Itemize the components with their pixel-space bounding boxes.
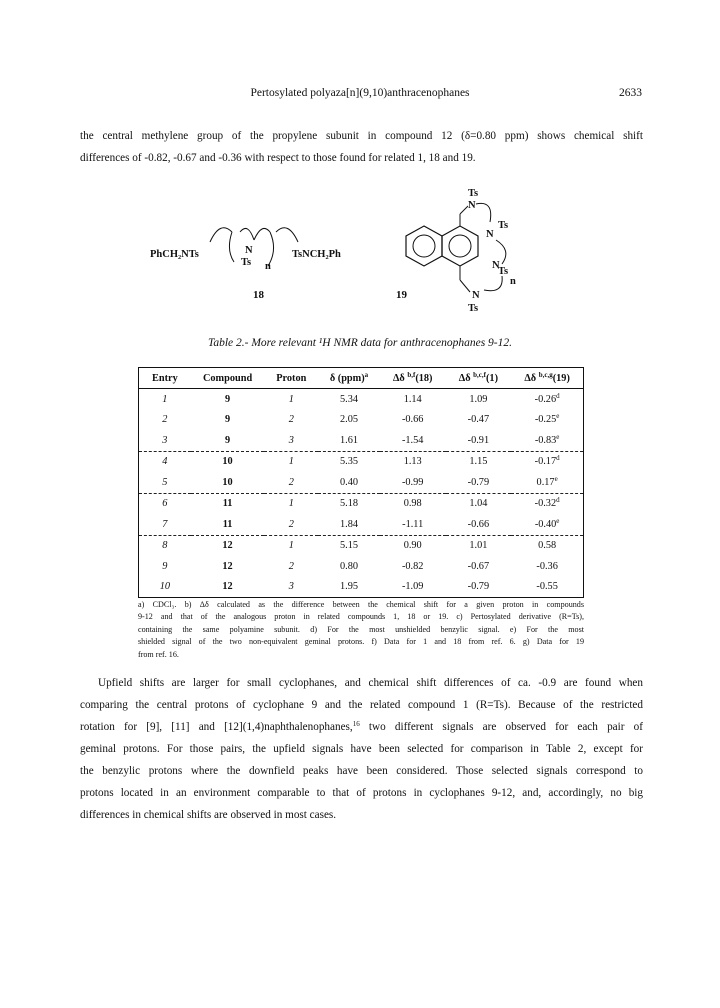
cell-compound: 9 — [224, 393, 231, 405]
col-header-delta-1 — [446, 368, 512, 389]
chemical-structures — [150, 180, 570, 320]
cell-sup: e — [556, 432, 560, 441]
cell-proton: 2 — [264, 472, 318, 493]
cell-entry: 2 — [139, 410, 191, 431]
chain-bond — [476, 203, 491, 222]
paragraph-line: the central methylene group of the propylene subunit in compound 12 (δ=0.80 ppm) shows chemical shift — [80, 130, 643, 142]
paragraph-discussion — [80, 672, 643, 826]
cell-delta-18: 1.14 — [403, 393, 422, 405]
cell-delta-1: -0.47 — [467, 414, 490, 426]
ts-bottom-label: Ts — [468, 303, 479, 314]
cell-value: -0.55 — [536, 581, 558, 593]
cell-delta-1: -0.91 — [446, 430, 512, 451]
cell-delta-1: -0.66 — [446, 514, 512, 535]
ts-1-label: Ts — [498, 220, 509, 231]
footnote-line: a) CDCl₃. b) Δδ calculated as the difference between the chemical shift for a given proton in compounds — [138, 600, 584, 609]
ts-label: Ts — [241, 257, 252, 268]
paragraph-line: comparing the central protons of cyclophane 9 and the related compound 1 (R=Ts). Because of the restricted — [80, 699, 643, 711]
footnote-line: 9-12 and that of the analogous proton in related compounds 1, 18 or 19. c) Pertosylated derivative (R=Ts), — [138, 612, 584, 622]
cell-compound: 9 — [191, 430, 265, 451]
cell-shift: 5.35 — [339, 456, 359, 468]
cell-compound: 10 — [222, 456, 233, 468]
col-header-shift — [318, 368, 380, 389]
cell-compound: 11 — [191, 514, 265, 535]
running-title: Pertosylated polyaza[n](9,10)anthracenophanes — [250, 87, 470, 99]
aromatic-circle — [449, 235, 471, 257]
n-1-label: N — [486, 229, 494, 240]
cell-shift: 2.05 — [339, 414, 359, 426]
cell-delta-18: -0.99 — [380, 472, 446, 493]
paragraph-line: the benzylic protons where the downfield peaks have been considered. Those selected signals correspond to — [80, 765, 643, 777]
cell-proton: 1 — [288, 456, 294, 468]
header-text: Δδ — [524, 372, 537, 384]
ts-2-label: Ts — [498, 266, 509, 277]
cell-value: 0.58 — [538, 540, 557, 552]
paragraph-line: differences in chemical shifts are observed in most cases. — [80, 809, 337, 821]
cell-sup: d — [556, 496, 560, 505]
cell-entry: 1 — [139, 389, 191, 410]
cell-compound: 11 — [222, 498, 233, 510]
bracket — [484, 276, 502, 291]
cell-delta-1: 1.15 — [469, 456, 488, 468]
reference-sup: 16 — [352, 720, 360, 728]
chain-bond — [210, 228, 232, 242]
cell-delta-1: 1.04 — [469, 498, 488, 510]
cell-value: -0.17 — [534, 456, 557, 468]
cell-compound: 9 — [224, 414, 231, 426]
header-text: δ (ppm) — [329, 372, 365, 384]
table-row — [139, 514, 584, 535]
nmr-data-table — [138, 367, 584, 598]
header-sup: b,f — [407, 370, 416, 379]
cell-delta-18: -0.82 — [401, 560, 424, 572]
cell-proton: 3 — [264, 430, 318, 451]
cell-delta-19 — [511, 556, 583, 577]
header-sup: a — [364, 370, 369, 379]
cell-delta-1: -0.79 — [446, 472, 512, 493]
table-row — [139, 410, 584, 431]
footnote-line: shielded signal of the two non-equivalent geminal protons. f) Data for 1 and 18 from ref. 6. g) Data for 19 — [138, 637, 584, 647]
col-header-compound: Compound — [191, 368, 265, 389]
bracket-left — [229, 232, 234, 262]
subscript-n: n — [265, 261, 271, 272]
bond — [460, 206, 468, 214]
cell-proton: 2 — [264, 514, 318, 535]
col-header-delta-18 — [380, 368, 446, 389]
cell-sup: e — [556, 516, 560, 525]
cell-entry: 6 — [139, 493, 191, 514]
cell-delta-1: 1.01 — [469, 540, 488, 552]
cell-delta-1: -0.67 — [467, 560, 490, 572]
cell-delta-18: -1.09 — [380, 577, 446, 598]
cell-delta-19 — [511, 535, 583, 556]
line-text: two different signals are observed for each pair of — [359, 721, 643, 733]
cell-shift: 0.80 — [339, 560, 359, 572]
cell-delta-18: -1.11 — [380, 514, 446, 535]
cell-compound: 12 — [222, 560, 233, 572]
cell-delta-19 — [511, 493, 583, 514]
n-label: N — [245, 245, 253, 256]
line-text: rotation for [9], [11] and [12](1,4)naphthalenophanes, — [80, 721, 353, 733]
table-row — [139, 535, 584, 556]
chain-bond — [276, 228, 298, 242]
header-text: Δδ — [458, 372, 471, 384]
cell-delta-18: 0.90 — [403, 540, 422, 552]
cell-entry: 5 — [139, 472, 191, 493]
cell-shift: 1.84 — [318, 514, 380, 535]
cell-delta-19 — [511, 577, 583, 598]
cell-shift: 1.95 — [318, 577, 380, 598]
naphthalene-ring-left — [406, 226, 442, 266]
cell-value: 0.17 — [536, 476, 555, 488]
cell-delta-19 — [511, 472, 583, 493]
cell-entry: 3 — [139, 430, 191, 451]
page-number: 2633 — [619, 87, 642, 99]
table-row — [139, 493, 584, 514]
table-row — [139, 430, 584, 451]
cell-compound: 12 — [222, 540, 233, 552]
cell-delta-19 — [511, 389, 583, 410]
paragraph-line: geminal protons. For those pairs, the upfield signals have been selected for comparison in Table 2, except for — [80, 743, 643, 755]
cell-proton: 1 — [288, 540, 294, 552]
cell-value: -0.32 — [534, 498, 557, 510]
structure-19 — [396, 188, 516, 314]
footnote-line: from ref. 16. — [138, 649, 179, 659]
n-2-label: N — [492, 260, 500, 271]
left-group-label: PhCH₂NTs — [150, 249, 199, 260]
cell-entry: 7 — [139, 514, 191, 535]
paragraph-line: Upfield shifts are larger for small cyclophanes, and chemical shift differences of ca. -0.9 are found when — [98, 677, 643, 689]
structure-18 — [150, 228, 341, 301]
table-row — [139, 389, 584, 410]
table-row — [139, 472, 584, 493]
cell-value: -0.36 — [536, 560, 558, 572]
cell-delta-1: -0.79 — [446, 577, 512, 598]
paragraph-line — [80, 716, 643, 738]
cell-entry: 10 — [139, 577, 191, 598]
cell-entry: 9 — [139, 556, 191, 577]
n-top-label: N — [468, 200, 476, 211]
cell-delta-18: 1.13 — [403, 456, 422, 468]
cell-entry: 8 — [139, 535, 191, 556]
cell-delta-19 — [511, 514, 583, 535]
cell-shift: 5.18 — [339, 498, 359, 510]
aromatic-circle — [413, 235, 435, 257]
cell-proton: 2 — [288, 560, 294, 572]
paragraph-line: protons located in an environment comparable to that of protons in cyclophanes 9-12, and, accordingly, no big — [80, 787, 643, 799]
header-text: (18) — [415, 372, 433, 384]
cell-delta-18: -1.54 — [380, 430, 446, 451]
cell-shift: 5.34 — [339, 393, 359, 405]
cell-sup: d — [556, 454, 560, 463]
compound-number-19: 19 — [396, 289, 407, 301]
cell-delta-19 — [511, 430, 583, 451]
cell-sup: e — [554, 474, 558, 483]
cell-shift: 1.61 — [318, 430, 380, 451]
cell-value: -0.26 — [534, 393, 557, 405]
subscript-n: n — [510, 276, 516, 287]
cell-entry: 4 — [139, 451, 191, 472]
cell-shift: 5.15 — [339, 540, 359, 552]
compound-number-18: 18 — [253, 289, 264, 301]
header-sup: b,c,g — [538, 370, 553, 379]
right-group-label: TsNCH₂Ph — [292, 249, 341, 260]
cell-delta-1: 1.09 — [469, 393, 488, 405]
cell-value: -0.40 — [534, 518, 557, 530]
n-bottom-label: N — [472, 290, 480, 301]
cell-delta-18: -0.66 — [401, 414, 424, 426]
table-row — [139, 556, 584, 577]
cell-delta-19 — [511, 451, 583, 472]
footnote-line: containing the same polyamine subunit. d) For the most unshielded benzylic signal. e) For the most — [138, 624, 584, 634]
col-header-delta-19 — [511, 368, 583, 389]
running-head — [0, 87, 720, 103]
header-text: (19) — [552, 372, 570, 384]
table-row — [139, 451, 584, 472]
cell-proton: 3 — [264, 577, 318, 598]
cell-compound: 10 — [191, 472, 265, 493]
header-text: (1) — [486, 372, 499, 384]
cell-value: -0.83 — [534, 434, 557, 446]
cell-value: -0.25 — [534, 414, 557, 426]
cell-sup: e — [556, 412, 560, 421]
bond — [460, 280, 470, 292]
header-text: Δδ — [392, 372, 405, 384]
ts-top-label: Ts — [468, 188, 479, 199]
chain-bond — [254, 228, 270, 240]
cell-proton: 1 — [288, 498, 294, 510]
table-footnotes — [138, 599, 584, 661]
paragraph-line: differences of -0.82, -0.67 and -0.36 with respect to those found for related 1, 18 and 19. — [80, 152, 476, 164]
cell-delta-18: 0.98 — [403, 498, 422, 510]
cell-sup: d — [556, 391, 560, 400]
naphthalene-ring-right — [442, 226, 478, 266]
cell-proton: 1 — [288, 393, 294, 405]
cell-compound: 12 — [191, 577, 265, 598]
cell-delta-19 — [511, 410, 583, 431]
table-header-row — [139, 368, 584, 389]
col-header-proton: Proton — [264, 368, 318, 389]
cell-shift: 0.40 — [318, 472, 380, 493]
table-row — [139, 577, 584, 598]
table-caption: Table 2.- More relevant ¹H NMR data for anthracenophanes 9-12. — [207, 337, 512, 349]
cell-proton: 2 — [288, 414, 294, 426]
header-sup: b,c,f — [473, 370, 486, 379]
paragraph-intro — [80, 125, 643, 169]
col-header-entry: Entry — [139, 368, 191, 389]
chain-bond — [240, 228, 254, 240]
